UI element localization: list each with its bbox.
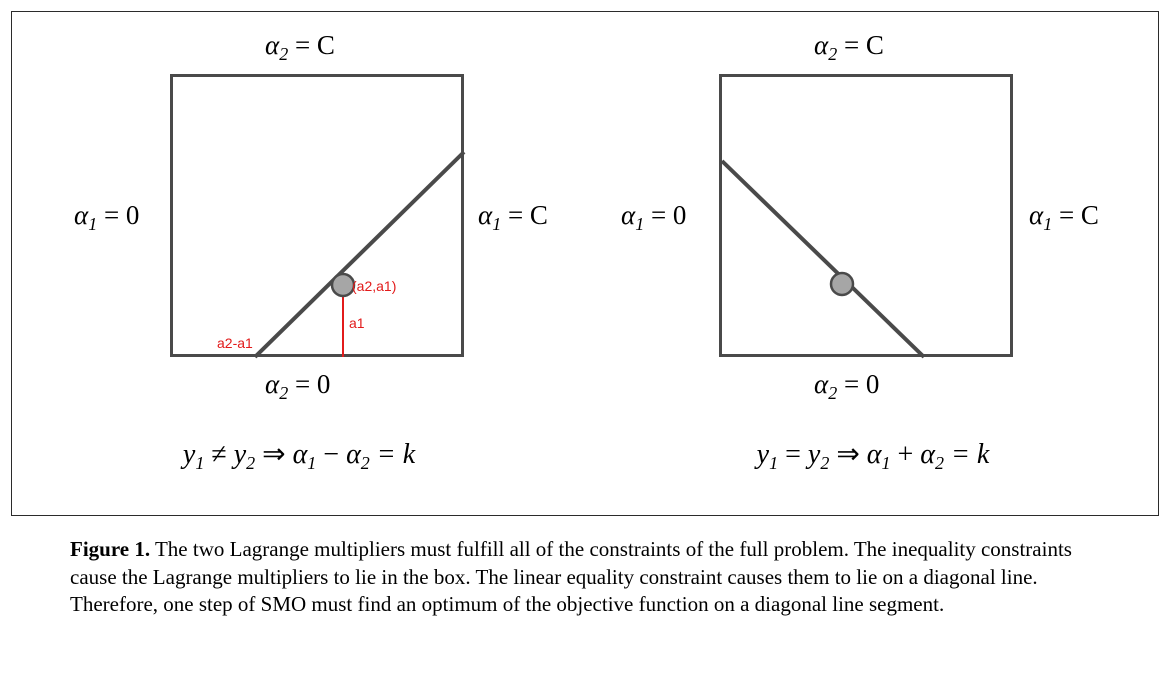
alpha-symbol: α bbox=[265, 30, 280, 60]
y-subscript-2: 2 bbox=[246, 452, 256, 473]
y-subscript-2: 2 bbox=[820, 452, 830, 473]
alpha-symbol: α bbox=[1029, 200, 1044, 230]
alpha-symbol: α bbox=[814, 30, 829, 60]
y-symbol-2: y bbox=[807, 439, 821, 470]
implies-operator: ⇒ bbox=[255, 439, 293, 470]
solution-point bbox=[831, 273, 853, 295]
alpha-value: = 0 bbox=[644, 200, 687, 230]
y-symbol: y bbox=[756, 439, 770, 470]
alpha-subscript: 1 bbox=[635, 213, 645, 234]
equation-result: = k bbox=[369, 439, 416, 470]
alpha-value: = C bbox=[288, 30, 335, 60]
figure-frame bbox=[11, 11, 1159, 516]
alpha-value: = 0 bbox=[288, 369, 331, 399]
y-symbol-2: y bbox=[233, 439, 247, 470]
alpha-subscript-2: 2 bbox=[360, 452, 370, 473]
alpha-subscript: 1 bbox=[88, 213, 98, 234]
y-subscript-1: 1 bbox=[195, 452, 205, 473]
alpha-subscript: 1 bbox=[1043, 213, 1053, 234]
y-symbol: y bbox=[182, 439, 196, 470]
figure-caption bbox=[70, 536, 1095, 619]
alpha-subscript-2: 2 bbox=[935, 452, 944, 473]
alpha-value: = 0 bbox=[97, 200, 140, 230]
alpha-subscript-1: 1 bbox=[881, 452, 891, 473]
relation-operator: = bbox=[778, 439, 808, 470]
panel-left bbox=[12, 12, 586, 515]
figure-caption-text: The two Lagrange multipliers must fulfill all of the constraints of the full problem. The inequality constraints cause the Lagrange multipliers to lie in the box. The linear equality constraint causes them to lie on a diagonal line. Therefore, one step of SMO must find an optimum of the objective function on a diagonal line segment. bbox=[70, 537, 1072, 617]
relation-operator: ≠ bbox=[204, 439, 234, 470]
panel-right bbox=[586, 12, 1160, 515]
alpha-symbol-1: α bbox=[292, 439, 308, 470]
y-subscript-1: 1 bbox=[769, 452, 779, 473]
alpha-symbol: α bbox=[621, 200, 636, 230]
arithmetic-operator: + bbox=[890, 439, 921, 470]
alpha-symbol: α bbox=[478, 200, 493, 230]
alpha-symbol: α bbox=[265, 369, 280, 399]
solution-point bbox=[332, 274, 354, 296]
constraint-line bbox=[722, 161, 924, 357]
alpha-subscript: 2 bbox=[828, 382, 838, 403]
alpha-value: = C bbox=[501, 200, 548, 230]
alpha-subscript: 1 bbox=[492, 213, 502, 234]
horizontal-segment-label: a2-a1 bbox=[217, 335, 253, 351]
arithmetic-operator: − bbox=[316, 439, 347, 470]
alpha-value: = 0 bbox=[837, 369, 880, 399]
alpha-symbol-2: α bbox=[346, 439, 361, 470]
alpha-value: = C bbox=[837, 30, 884, 60]
figure-caption-label: Figure 1. bbox=[70, 537, 151, 561]
alpha-subscript: 2 bbox=[279, 43, 289, 64]
alpha-subscript: 2 bbox=[279, 382, 289, 403]
alpha-subscript: 2 bbox=[828, 43, 838, 64]
panel-right-equation bbox=[586, 437, 1160, 474]
alpha-symbol: α bbox=[74, 200, 89, 230]
equation-result: = k bbox=[944, 439, 990, 470]
alpha-symbol-1: α bbox=[866, 439, 882, 470]
alpha-symbol: α bbox=[814, 369, 829, 399]
panel-left-equation bbox=[12, 437, 586, 474]
alpha-value: = C bbox=[1052, 200, 1099, 230]
point-coordinates-label: (a2,a1) bbox=[352, 278, 397, 294]
alpha-symbol-2: α bbox=[920, 439, 935, 470]
alpha-subscript-1: 1 bbox=[307, 452, 317, 473]
implies-operator: ⇒ bbox=[829, 439, 867, 470]
vertical-segment-label: a1 bbox=[349, 315, 365, 331]
